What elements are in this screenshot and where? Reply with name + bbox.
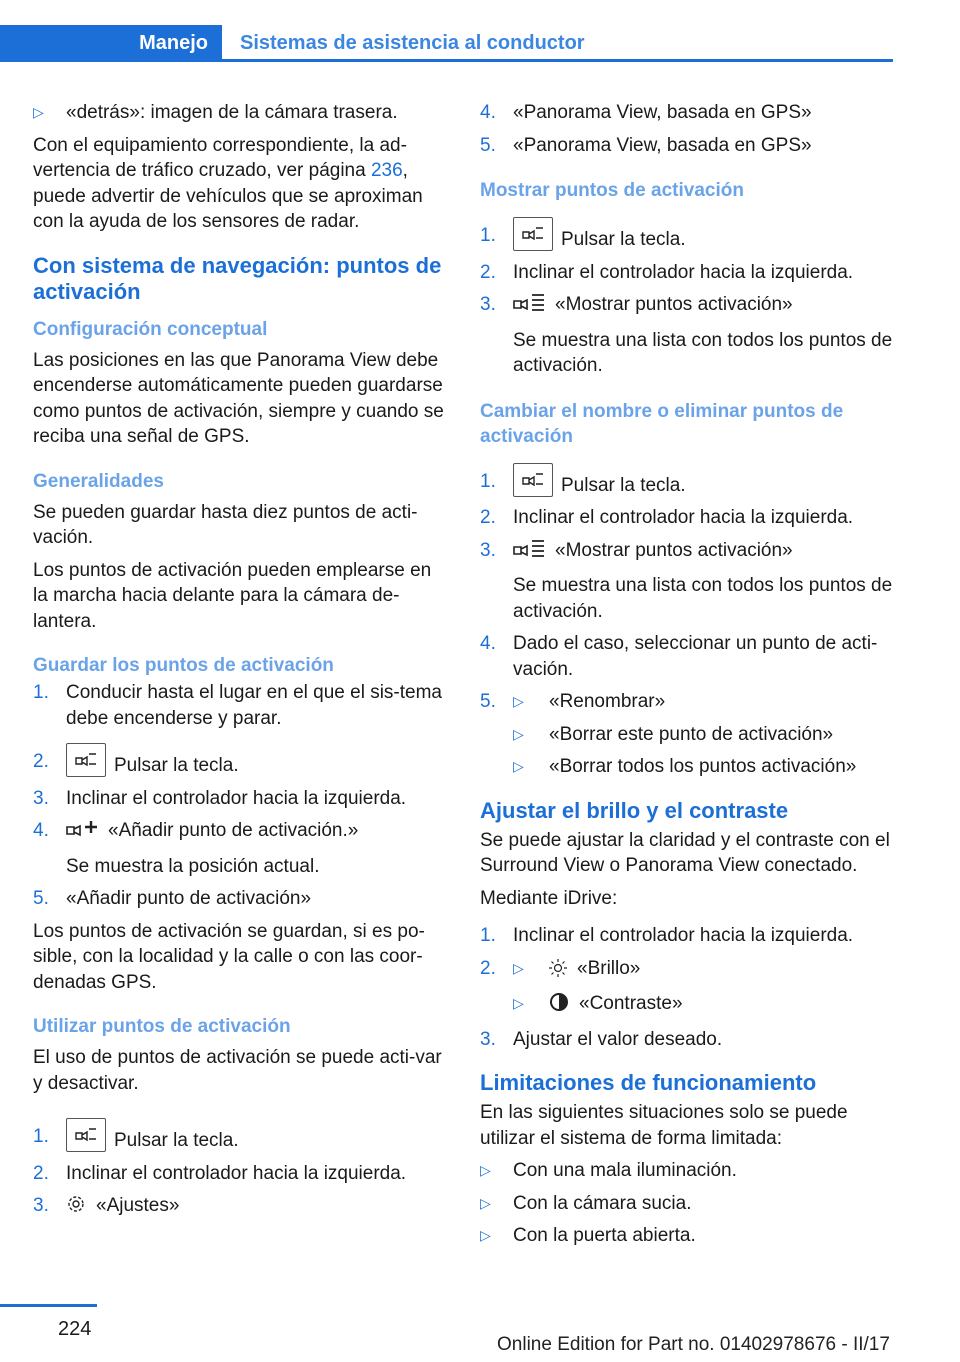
- contrast-icon: [549, 992, 569, 1020]
- left-column: [33, 100, 449, 1229]
- list-item: ▷ Con la cámara sucia.: [480, 1191, 896, 1217]
- list-item: 2. Pulsar la tecla.: [33, 743, 449, 779]
- list-item: 1. Pulsar la tecla.: [480, 463, 896, 499]
- list-item: 3. Inclinar el controlador hacia la izquierda.: [33, 787, 407, 809]
- paragraph: Con el equipamiento correspondiente, la ad-vertencia de tráfico cruzado, ver página 236, puede advertir de vehículos que se aproximan con la ayuda de los sensores de radar.: [33, 134, 423, 232]
- triangle-bullet-icon: ▷: [480, 1227, 491, 1243]
- list-item: 4. «Añadir punto de activación.» Se muestra la posición actual.: [33, 820, 359, 877]
- triangle-bullet-icon: ▷: [480, 1162, 491, 1178]
- triangle-bullet-icon: ▷: [513, 693, 524, 709]
- heading-brillo: Ajustar el brillo y el contraste: [480, 797, 789, 823]
- page-number: 224: [58, 1318, 92, 1340]
- paragraph: Los puntos de activación pueden emplearse en la marcha hacia delante para la cámara de-lantera.: [33, 559, 432, 632]
- chapter-tab: Manejo: [0, 25, 222, 62]
- triangle-bullet-icon: ▷: [480, 1194, 491, 1211]
- list-item: 2. Inclinar el controlador hacia la izquierda.: [480, 261, 854, 283]
- heading-cambiar: Cambiar el nombre o eliminar puntos de activación: [480, 400, 844, 447]
- camera-button-icon: [66, 743, 106, 777]
- paragraph: Se pueden guardar hasta diez puntos de acti-vación.: [33, 501, 418, 548]
- triangle-bullet-icon: ▷: [513, 758, 524, 774]
- paragraph: Mediante iDrive:: [480, 887, 618, 909]
- list-item: ▷ «detrás»: imagen de la cámara trasera.: [33, 100, 449, 126]
- page-link[interactable]: 236: [370, 160, 403, 181]
- camera-button-icon: [66, 1118, 106, 1152]
- list-item: 1. Conducir hasta el lugar en el que el sis-tema debe encenderse y parar.: [33, 682, 442, 729]
- heading-nav: Con sistema de navegación: puntos de activación: [33, 252, 442, 304]
- paragraph: El uso de puntos de activación se puede acti-var y desactivar.: [33, 1047, 442, 1094]
- list-item: 2. Inclinar el controlador hacia la izquierda.: [480, 507, 854, 528]
- list-item: 1. Inclinar el controlador hacia la izquierda.: [480, 925, 854, 946]
- page-header: [0, 0, 960, 62]
- edition-note: Online Edition for Part no. 01402978676 - II/17: [497, 1334, 890, 1355]
- list-item: 3. «Mostrar puntos activación» Se muestra una lista con todos los puntos de activación.: [480, 539, 893, 622]
- sun-icon: [549, 959, 567, 985]
- camera-button-icon: [513, 217, 553, 251]
- list-item: 4. «Panorama View, basada en GPS»: [480, 102, 812, 123]
- list-item: 4. Dado el caso, seleccionar un punto de acti-vación.: [480, 633, 878, 680]
- list-item: 1. Pulsar la tecla.: [480, 217, 896, 253]
- section-title: Sistemas de asistencia al conductor: [240, 32, 585, 54]
- triangle-bullet-icon: ▷: [513, 725, 524, 742]
- list-icon: [513, 293, 545, 321]
- list-item: 5. «Panorama View, basada en GPS»: [480, 134, 812, 156]
- triangle-bullet-icon: ▷: [513, 995, 524, 1011]
- camera-button-icon: [513, 463, 553, 497]
- list-item: ▷ Con la puerta abierta.: [480, 1223, 896, 1249]
- heading-general: Generalidades: [33, 470, 164, 492]
- list-item: 2. Inclinar el controlador hacia la izquierda.: [33, 1162, 407, 1184]
- list-item: 3. «Ajustes»: [33, 1193, 449, 1222]
- settings-icon: [66, 1194, 86, 1222]
- right-column: [480, 100, 896, 1256]
- list-item: 2. ▷ «Brillo» ▷ «Contraste»: [480, 956, 896, 1020]
- heading-mostrar: Mostrar puntos de activación: [480, 180, 744, 201]
- heading-utilizar: Utilizar puntos de activación: [33, 1016, 291, 1037]
- footer-rule: [0, 1304, 97, 1307]
- list-icon: [513, 539, 545, 567]
- paragraph: En las siguientes situaciones solo se puede utilizar el sistema de forma limitada:: [480, 1102, 848, 1149]
- list-item: 5. «Añadir punto de activación»: [33, 888, 312, 909]
- paragraph: Se puede ajustar la claridad y el contraste con el Surround View o Panorama View conectado.: [480, 829, 890, 876]
- list-item: 5. ▷ «Renombrar» ▷ «Borrar este punto de activación» ▷ «Borrar todos los puntos activación»: [480, 689, 896, 780]
- triangle-bullet-icon: ▷: [513, 959, 524, 976]
- paragraph: Los puntos de activación se guardan, si es po-sible, con la localidad y la calle o con las coor-denadas GPS.: [33, 920, 425, 993]
- paragraph: Las posiciones en las que Panorama View debe encenderse automáticamente pueden guardarse como puntos de activación, siempre y cuando se reciba una señal de GPS.: [33, 349, 444, 447]
- list-item: 3. Ajustar el valor deseado.: [480, 1028, 723, 1050]
- heading-config: Configuración conceptual: [33, 318, 268, 340]
- list-item: ▷ Con una mala iluminación.: [480, 1158, 896, 1184]
- list-item: 1. Pulsar la tecla.: [33, 1118, 449, 1154]
- heading-limit: Limitaciones de funcionamiento: [480, 1070, 817, 1095]
- heading-guardar: Guardar los puntos de activación: [33, 655, 334, 676]
- triangle-bullet-icon: ▷: [33, 104, 44, 120]
- add-point-icon: [66, 819, 98, 847]
- list-item: 3. «Mostrar puntos activación» Se muestra una lista con todos los puntos de activación.: [480, 294, 893, 376]
